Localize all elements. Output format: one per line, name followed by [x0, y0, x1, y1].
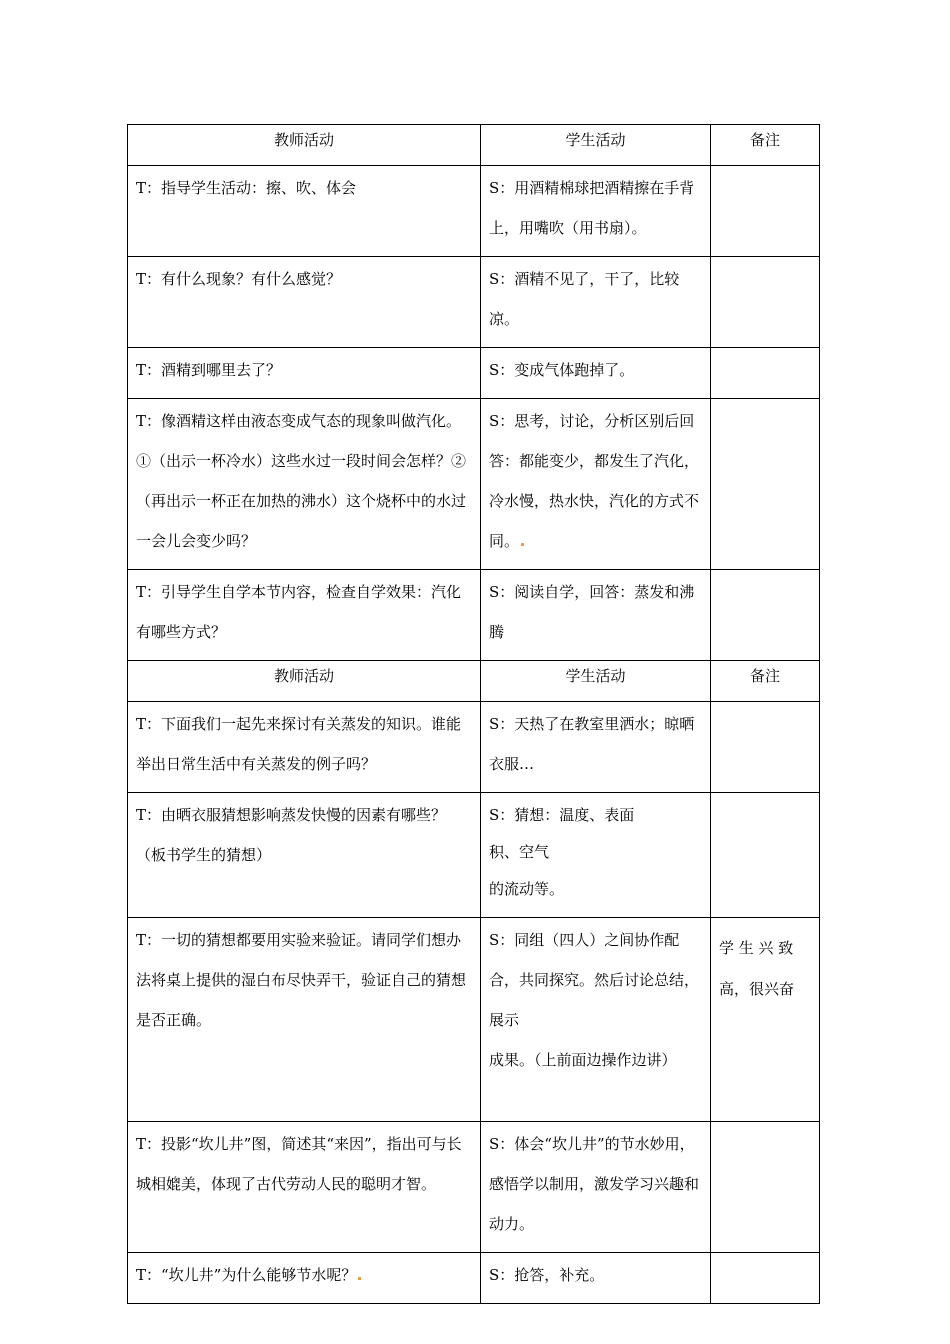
teacher-cell: T：有什么现象？有什么感觉？ [128, 257, 481, 348]
note-cell [711, 166, 820, 257]
teacher-cell: T：酒精到哪里去了？ [128, 348, 481, 399]
header-note: 备注 [711, 125, 820, 166]
student-cell [481, 793, 711, 918]
student-line: S：猜想：温度、表面 [489, 806, 635, 824]
teacher-cell: T：指导学生活动：擦、吹、体会 [128, 166, 481, 257]
table-header-row [128, 125, 820, 166]
note-cell: 学 生 兴 致高，很兴奋 [711, 918, 820, 1122]
student-cell: S：阅读自学，回答：蒸发和沸腾 [481, 570, 711, 661]
note-cell [711, 348, 820, 399]
student-line: 积、空气 [489, 843, 550, 861]
lesson-table [127, 124, 820, 1304]
note-cell [711, 399, 820, 570]
note-cell [711, 1122, 820, 1253]
mark-dot [521, 543, 524, 546]
note-cell [711, 570, 820, 661]
table-row [128, 793, 820, 918]
student-text: S：思考，讨论，分析区别后回答：都能变少，都发生了汽化，冷水慢，热水快，汽化的方式不同。 [489, 412, 700, 550]
note-cell [711, 1253, 820, 1304]
student-line: 的流动等。 [489, 880, 565, 898]
header-teacher: 教师活动 [128, 125, 481, 166]
teacher-cell: T：投影“坎儿井”图，简述其“来因”，指出可与长城相媲美，体现了古代劳动人民的聪明才智。 [128, 1122, 481, 1253]
student-cell: S：体会“坎儿井”的节水妙用，感悟学以制用，激发学习兴趣和动力。 [481, 1122, 711, 1253]
table-header-row [128, 661, 820, 702]
student-line: 成果。（上前面边操作边讲） [489, 1051, 677, 1069]
header-student: 学生活动 [481, 661, 711, 702]
header-student: 学生活动 [481, 125, 711, 166]
note-cell [711, 793, 820, 918]
student-cell: S：天热了在教室里洒水；晾晒衣服… [481, 702, 711, 793]
table-row [128, 570, 820, 661]
student-cell [481, 399, 711, 570]
mark-dot [358, 1277, 361, 1280]
note-cell [711, 257, 820, 348]
note-cell [711, 702, 820, 793]
teacher-cell: T：由晒衣服猜想影响蒸发快慢的因素有哪些？（板书学生的猜想） [128, 793, 481, 918]
student-cell: S：抢答，补充。 [481, 1253, 711, 1304]
student-cell: S：酒精不见了，干了，比较凉。 [481, 257, 711, 348]
student-cell: S：用酒精棉球把酒精擦在手背上，用嘴吹（用书扇）。 [481, 166, 711, 257]
teacher-cell [128, 1253, 481, 1304]
teacher-cell: T：像酒精这样由液态变成气态的现象叫做汽化。①（出示一杯冷水）这些水过一段时间会怎样？②（再出示一杯正在加热的沸水）这个烧杯中的水过一会儿会变少吗？ [128, 399, 481, 570]
header-teacher: 教师活动 [128, 661, 481, 702]
table-row [128, 1253, 820, 1304]
teacher-text: T：“坎儿井”为什么能够节水呢？ [136, 1266, 357, 1284]
table-row [128, 399, 820, 570]
table-row [128, 166, 820, 257]
table-row [128, 702, 820, 793]
header-note: 备注 [711, 661, 820, 702]
teacher-cell: T：一切的猜想都要用实验来验证。请同学们想办法将桌上提供的湿白布尽快弄干，验证自己的猜想是否正确。 [128, 918, 481, 1122]
teacher-cell: T：引导学生自学本节内容，检查自学效果：汽化有哪些方式？ [128, 570, 481, 661]
table-row [128, 918, 820, 1122]
student-cell [481, 918, 711, 1122]
student-line: S：同组（四人）之间协作配合，共同探究。然后讨论总结，展示 [489, 931, 700, 1029]
teacher-cell: T：下面我们一起先来探讨有关蒸发的知识。谁能举出日常生活中有关蒸发的例子吗？ [128, 702, 481, 793]
table-row [128, 348, 820, 399]
table-row [128, 257, 820, 348]
table-row [128, 1122, 820, 1253]
student-cell: S：变成气体跑掉了。 [481, 348, 711, 399]
